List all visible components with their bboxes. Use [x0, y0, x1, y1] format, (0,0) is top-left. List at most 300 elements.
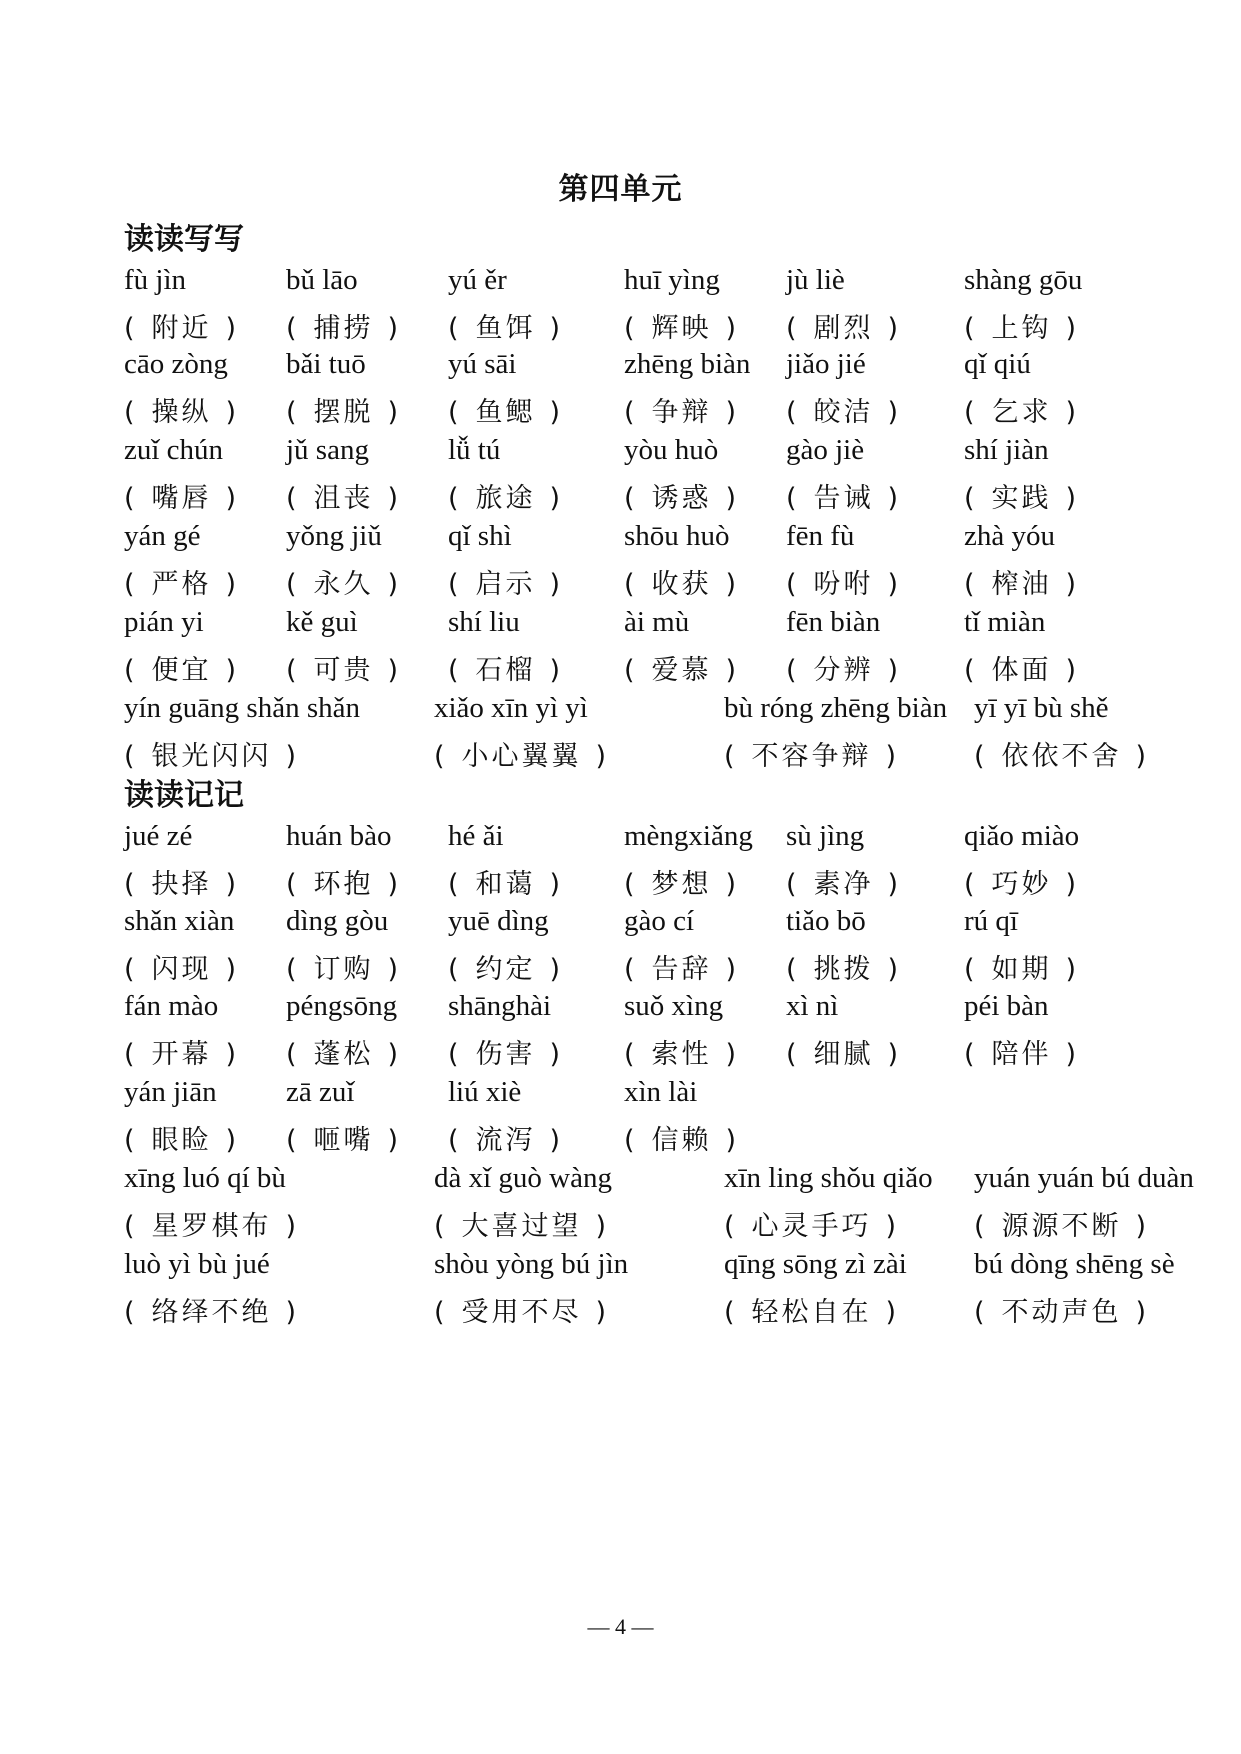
word-text: 捕捞: [313, 313, 374, 344]
pinyin-text: bù róng zhēng biàn: [724, 692, 948, 724]
word-blank: [286, 947, 401, 986]
pinyin-text: péngsōng: [286, 990, 398, 1022]
word-text: 石榴: [475, 655, 536, 686]
word-text: 银光闪闪: [151, 741, 272, 772]
word-text: 鱼鳃: [475, 397, 536, 428]
close-paren: ): [225, 483, 240, 514]
word-blank: [286, 1118, 401, 1157]
open-paren: (: [286, 954, 300, 985]
word-text: 眼睑: [151, 1125, 212, 1156]
pinyin-text: gào jiè: [786, 434, 865, 466]
word-text: 剧烈: [813, 313, 874, 344]
open-paren: (: [974, 741, 988, 772]
open-paren: (: [448, 1039, 462, 1070]
close-paren: ): [885, 1211, 900, 1242]
pinyin-text: suǒ xìng: [624, 990, 724, 1022]
pinyin-text: luò yì bù jué: [124, 1248, 270, 1280]
word-blank: [448, 1118, 563, 1157]
open-paren: (: [624, 483, 638, 514]
pinyin-text: liú xiè: [448, 1076, 522, 1108]
word-blank: [124, 1204, 299, 1243]
close-paren: ): [1135, 1211, 1150, 1242]
close-paren: ): [725, 655, 740, 686]
word-blank: [286, 306, 401, 345]
word-text: 皎洁: [813, 397, 874, 428]
word-text: 体面: [991, 655, 1052, 686]
open-paren: (: [786, 954, 800, 985]
word-text: 不容争辩: [751, 741, 872, 772]
open-paren: (: [624, 313, 638, 344]
word-blank: [434, 734, 609, 773]
word-blank: [124, 306, 239, 345]
pinyin-row: [124, 1076, 1124, 1116]
close-paren: ): [887, 1039, 902, 1070]
pinyin-text: yòu huò: [624, 434, 719, 466]
word-text: 摆脱: [313, 397, 374, 428]
word-blank: [124, 947, 239, 986]
word-blank: [448, 476, 563, 515]
pinyin-text: yán jiān: [124, 1076, 217, 1108]
word-text: 流泻: [475, 1125, 536, 1156]
pinyin-text: kě guì: [286, 606, 358, 638]
close-paren: ): [725, 1125, 740, 1156]
word-row: [124, 306, 1124, 346]
word-text: 大喜过望: [461, 1211, 582, 1242]
open-paren: (: [448, 313, 462, 344]
pinyin-text: zuǐ chún: [124, 434, 224, 466]
pinyin-text: yín guāng shǎn shǎn: [124, 692, 360, 724]
pinyin-text: xì nì: [786, 990, 839, 1022]
pinyin-text: yuán yuán bú duàn: [974, 1162, 1194, 1194]
word-text: 附近: [151, 313, 212, 344]
pinyin-text: jǔ sang: [286, 434, 369, 466]
section-heading: 读读写写: [124, 222, 244, 257]
close-paren: ): [725, 483, 740, 514]
close-paren: ): [549, 655, 564, 686]
open-paren: (: [624, 954, 638, 985]
close-paren: ): [887, 569, 902, 600]
open-paren: (: [448, 1125, 462, 1156]
word-text: 约定: [475, 954, 536, 985]
word-blank: [286, 862, 401, 901]
word-text: 榨油: [991, 569, 1052, 600]
open-paren: (: [964, 954, 978, 985]
word-blank: [124, 1290, 299, 1329]
pinyin-text: yú ěr: [448, 264, 507, 296]
word-row: [124, 648, 1124, 688]
close-paren: ): [725, 313, 740, 344]
word-text: 辉映: [651, 313, 712, 344]
word-row: [124, 1118, 1124, 1158]
open-paren: (: [624, 869, 638, 900]
word-blank: [434, 1204, 609, 1243]
word-blank: [786, 562, 901, 601]
open-paren: (: [624, 655, 638, 686]
word-blank: [624, 306, 739, 345]
word-text: 诱惑: [651, 483, 712, 514]
open-paren: (: [786, 869, 800, 900]
close-paren: ): [887, 655, 902, 686]
pinyin-text: dà xǐ guò wàng: [434, 1162, 612, 1194]
word-text: 鱼饵: [475, 313, 536, 344]
open-paren: (: [964, 313, 978, 344]
pinyin-row: [124, 905, 1124, 945]
word-text: 订购: [313, 954, 374, 985]
pinyin-text: pián yi: [124, 606, 204, 638]
word-blank: [786, 306, 901, 345]
pinyin-text: ài mù: [624, 606, 690, 638]
word-blank: [786, 648, 901, 687]
pinyin-text: shí jiàn: [964, 434, 1049, 466]
close-paren: ): [725, 869, 740, 900]
word-text: 吩咐: [813, 569, 874, 600]
close-paren: ): [225, 397, 240, 428]
open-paren: (: [286, 655, 300, 686]
open-paren: (: [124, 569, 138, 600]
pinyin-text: qǐ shì: [448, 520, 512, 552]
word-row: [124, 476, 1124, 516]
word-blank: [624, 390, 739, 429]
pinyin-text: fēn fù: [786, 520, 855, 552]
close-paren: ): [387, 954, 402, 985]
word-text: 源源不断: [1001, 1211, 1122, 1242]
open-paren: (: [124, 483, 138, 514]
close-paren: ): [225, 1125, 240, 1156]
pinyin-text: fán mào: [124, 990, 219, 1022]
pinyin-text: yī yī bù shě: [974, 692, 1109, 724]
pinyin-text: zhēng biàn: [624, 348, 751, 380]
pinyin-text: tiǎo bō: [786, 905, 866, 937]
open-paren: (: [448, 483, 462, 514]
pinyin-row: [124, 1162, 1194, 1202]
word-blank: [624, 476, 739, 515]
close-paren: ): [387, 869, 402, 900]
pinyin-text: xiǎo xīn yì yì: [434, 692, 588, 724]
pinyin-row: [124, 692, 1124, 732]
word-row: [124, 1032, 1124, 1072]
word-text: 启示: [475, 569, 536, 600]
word-blank: [964, 562, 1079, 601]
close-paren: ): [1135, 741, 1150, 772]
close-paren: ): [887, 954, 902, 985]
open-paren: (: [434, 1211, 448, 1242]
close-paren: ): [549, 313, 564, 344]
pinyin-text: shōu huò: [624, 520, 730, 552]
open-paren: (: [448, 954, 462, 985]
pinyin-row: [124, 348, 1124, 388]
pinyin-text: dìng gòu: [286, 905, 389, 937]
close-paren: ): [387, 1039, 402, 1070]
close-paren: ): [549, 1039, 564, 1070]
word-blank: [974, 1290, 1149, 1329]
word-blank: [786, 947, 901, 986]
word-text: 梦想: [651, 869, 712, 900]
word-blank: [964, 390, 1079, 429]
pinyin-text: yuē dìng: [448, 905, 549, 937]
word-blank: [964, 648, 1079, 687]
word-text: 沮丧: [313, 483, 374, 514]
close-paren: ): [225, 313, 240, 344]
page-title: 第四单元: [558, 172, 683, 207]
pinyin-text: sù jìng: [786, 820, 865, 852]
open-paren: (: [786, 397, 800, 428]
word-row: [124, 862, 1124, 902]
word-blank: [124, 734, 299, 773]
open-paren: (: [434, 741, 448, 772]
word-row: [124, 734, 1150, 774]
pinyin-text: bǔ lāo: [286, 264, 358, 296]
word-text: 细腻: [813, 1039, 874, 1070]
close-paren: ): [549, 397, 564, 428]
open-paren: (: [448, 869, 462, 900]
open-paren: (: [786, 1039, 800, 1070]
pinyin-text: qǐ qiú: [964, 348, 1031, 380]
word-blank: [124, 390, 239, 429]
word-blank: [624, 1032, 739, 1071]
open-paren: (: [964, 397, 978, 428]
word-blank: [624, 862, 739, 901]
word-blank: [786, 1032, 901, 1071]
open-paren: (: [724, 741, 738, 772]
word-text: 争辩: [651, 397, 712, 428]
pinyin-text: tǐ miàn: [964, 606, 1046, 638]
open-paren: (: [124, 954, 138, 985]
close-paren: ): [595, 1211, 610, 1242]
word-blank: [124, 862, 239, 901]
open-paren: (: [964, 655, 978, 686]
word-blank: [624, 648, 739, 687]
pinyin-text: zā zuǐ: [286, 1076, 355, 1108]
close-paren: ): [885, 1297, 900, 1328]
pinyin-text: cāo zòng: [124, 348, 228, 380]
close-paren: ): [387, 655, 402, 686]
pinyin-text: hé ǎi: [448, 820, 504, 852]
open-paren: (: [786, 655, 800, 686]
word-blank: [286, 390, 401, 429]
word-text: 伤害: [475, 1039, 536, 1070]
word-text: 络绎不绝: [151, 1297, 272, 1328]
pinyin-text: shòu yòng bú jìn: [434, 1248, 629, 1280]
close-paren: ): [885, 741, 900, 772]
word-blank: [964, 476, 1079, 515]
word-text: 告辞: [651, 954, 712, 985]
word-blank: [724, 1290, 899, 1329]
open-paren: (: [786, 313, 800, 344]
pinyin-text: shānghài: [448, 990, 552, 1022]
close-paren: ): [549, 483, 564, 514]
word-blank: [448, 1032, 563, 1071]
word-text: 可贵: [313, 655, 374, 686]
close-paren: ): [1065, 869, 1080, 900]
open-paren: (: [124, 1039, 138, 1070]
word-text: 陪伴: [991, 1039, 1052, 1070]
open-paren: (: [624, 569, 638, 600]
close-paren: ): [1065, 483, 1080, 514]
section-heading: 读读记记: [124, 778, 244, 813]
word-blank: [964, 1032, 1079, 1071]
word-text: 环抱: [313, 869, 374, 900]
pinyin-text: jué zé: [124, 820, 193, 852]
pinyin-row: [124, 990, 1124, 1030]
pinyin-text: rú qī: [964, 905, 1018, 937]
pinyin-text: jù liè: [786, 264, 845, 296]
word-blank: [124, 1032, 239, 1071]
pinyin-text: lǚ tú: [448, 434, 501, 466]
open-paren: (: [286, 869, 300, 900]
pinyin-text: shàng gōu: [964, 264, 1083, 296]
open-paren: (: [286, 313, 300, 344]
word-text: 严格: [151, 569, 212, 600]
word-blank: [964, 306, 1079, 345]
word-text: 旅途: [475, 483, 536, 514]
open-paren: (: [448, 569, 462, 600]
open-paren: (: [974, 1297, 988, 1328]
pinyin-text: qīng sōng zì zài: [724, 1248, 907, 1280]
word-blank: [624, 1118, 739, 1157]
open-paren: (: [964, 1039, 978, 1070]
pinyin-text: jiǎo jié: [786, 348, 866, 380]
open-paren: (: [964, 569, 978, 600]
open-paren: (: [286, 397, 300, 428]
open-paren: (: [964, 869, 978, 900]
word-blank: [124, 648, 239, 687]
close-paren: ): [549, 1125, 564, 1156]
close-paren: ): [725, 397, 740, 428]
word-text: 开幕: [151, 1039, 212, 1070]
open-paren: (: [124, 655, 138, 686]
word-blank: [786, 476, 901, 515]
word-text: 永久: [313, 569, 374, 600]
word-blank: [286, 1032, 401, 1071]
pinyin-text: bǎi tuō: [286, 348, 366, 380]
pinyin-text: péi bàn: [964, 990, 1049, 1022]
open-paren: (: [786, 483, 800, 514]
word-text: 心灵手巧: [751, 1211, 872, 1242]
pinyin-text: mèngxiǎng: [624, 820, 753, 852]
close-paren: ): [1065, 569, 1080, 600]
close-paren: ): [1065, 1039, 1080, 1070]
open-paren: (: [286, 1125, 300, 1156]
open-paren: (: [448, 397, 462, 428]
word-row: [124, 1204, 1150, 1244]
close-paren: ): [225, 869, 240, 900]
pinyin-row: [124, 264, 1124, 304]
word-text: 收获: [651, 569, 712, 600]
word-text: 咂嘴: [313, 1125, 374, 1156]
close-paren: ): [387, 1125, 402, 1156]
pinyin-text: xīn ling shǒu qiǎo: [724, 1162, 933, 1194]
word-blank: [786, 390, 901, 429]
close-paren: ): [595, 1297, 610, 1328]
word-text: 分辨: [813, 655, 874, 686]
close-paren: ): [549, 869, 564, 900]
close-paren: ): [225, 655, 240, 686]
open-paren: (: [124, 1211, 138, 1242]
word-text: 告诫: [813, 483, 874, 514]
page-number: — 4 —: [587, 1614, 654, 1639]
open-paren: (: [124, 741, 138, 772]
open-paren: (: [786, 569, 800, 600]
open-paren: (: [124, 869, 138, 900]
word-text: 抉择: [151, 869, 212, 900]
open-paren: (: [624, 397, 638, 428]
close-paren: ): [887, 313, 902, 344]
close-paren: ): [887, 483, 902, 514]
close-paren: ): [725, 954, 740, 985]
word-text: 乞求: [991, 397, 1052, 428]
word-row: [124, 390, 1124, 430]
pinyin-text: huán bào: [286, 820, 392, 852]
close-paren: ): [387, 569, 402, 600]
open-paren: (: [286, 1039, 300, 1070]
word-text: 操纵: [151, 397, 212, 428]
open-paren: (: [124, 397, 138, 428]
pinyin-row: [124, 434, 1124, 474]
close-paren: ): [887, 869, 902, 900]
word-blank: [448, 562, 563, 601]
word-text: 巧妙: [991, 869, 1052, 900]
pinyin-row: [124, 820, 1124, 860]
word-text: 蓬松: [313, 1039, 374, 1070]
pinyin-text: qiǎo miào: [964, 820, 1080, 852]
word-text: 和蔼: [475, 869, 536, 900]
pinyin-row: [124, 520, 1124, 560]
close-paren: ): [285, 1211, 300, 1242]
word-blank: [448, 947, 563, 986]
close-paren: ): [725, 569, 740, 600]
word-blank: [124, 476, 239, 515]
open-paren: (: [434, 1297, 448, 1328]
close-paren: ): [285, 741, 300, 772]
close-paren: ): [1065, 954, 1080, 985]
word-text: 上钩: [991, 313, 1052, 344]
close-paren: ): [225, 954, 240, 985]
word-text: 信赖: [651, 1125, 712, 1156]
pinyin-text: fù jìn: [124, 264, 187, 296]
open-paren: (: [286, 483, 300, 514]
word-blank: [786, 862, 901, 901]
word-text: 不动声色: [1001, 1297, 1122, 1328]
word-text: 实践: [991, 483, 1052, 514]
open-paren: (: [964, 483, 978, 514]
open-paren: (: [624, 1125, 638, 1156]
close-paren: ): [887, 397, 902, 428]
close-paren: ): [387, 313, 402, 344]
close-paren: ): [725, 1039, 740, 1070]
word-blank: [624, 947, 739, 986]
word-text: 便宜: [151, 655, 212, 686]
word-row: [124, 947, 1124, 987]
close-paren: ): [1135, 1297, 1150, 1328]
close-paren: ): [387, 397, 402, 428]
word-row: [124, 1290, 1150, 1330]
close-paren: ): [1065, 655, 1080, 686]
pinyin-text: zhà yóu: [964, 520, 1055, 552]
word-blank: [286, 476, 401, 515]
open-paren: (: [724, 1297, 738, 1328]
word-blank: [964, 947, 1079, 986]
pinyin-text: shí liu: [448, 606, 520, 638]
word-blank: [448, 390, 563, 429]
open-paren: (: [286, 569, 300, 600]
close-paren: ): [595, 741, 610, 772]
word-blank: [124, 1118, 239, 1157]
open-paren: (: [974, 1211, 988, 1242]
word-blank: [974, 1204, 1149, 1243]
word-text: 挑拨: [813, 954, 874, 985]
word-blank: [434, 1290, 609, 1329]
close-paren: ): [1065, 313, 1080, 344]
